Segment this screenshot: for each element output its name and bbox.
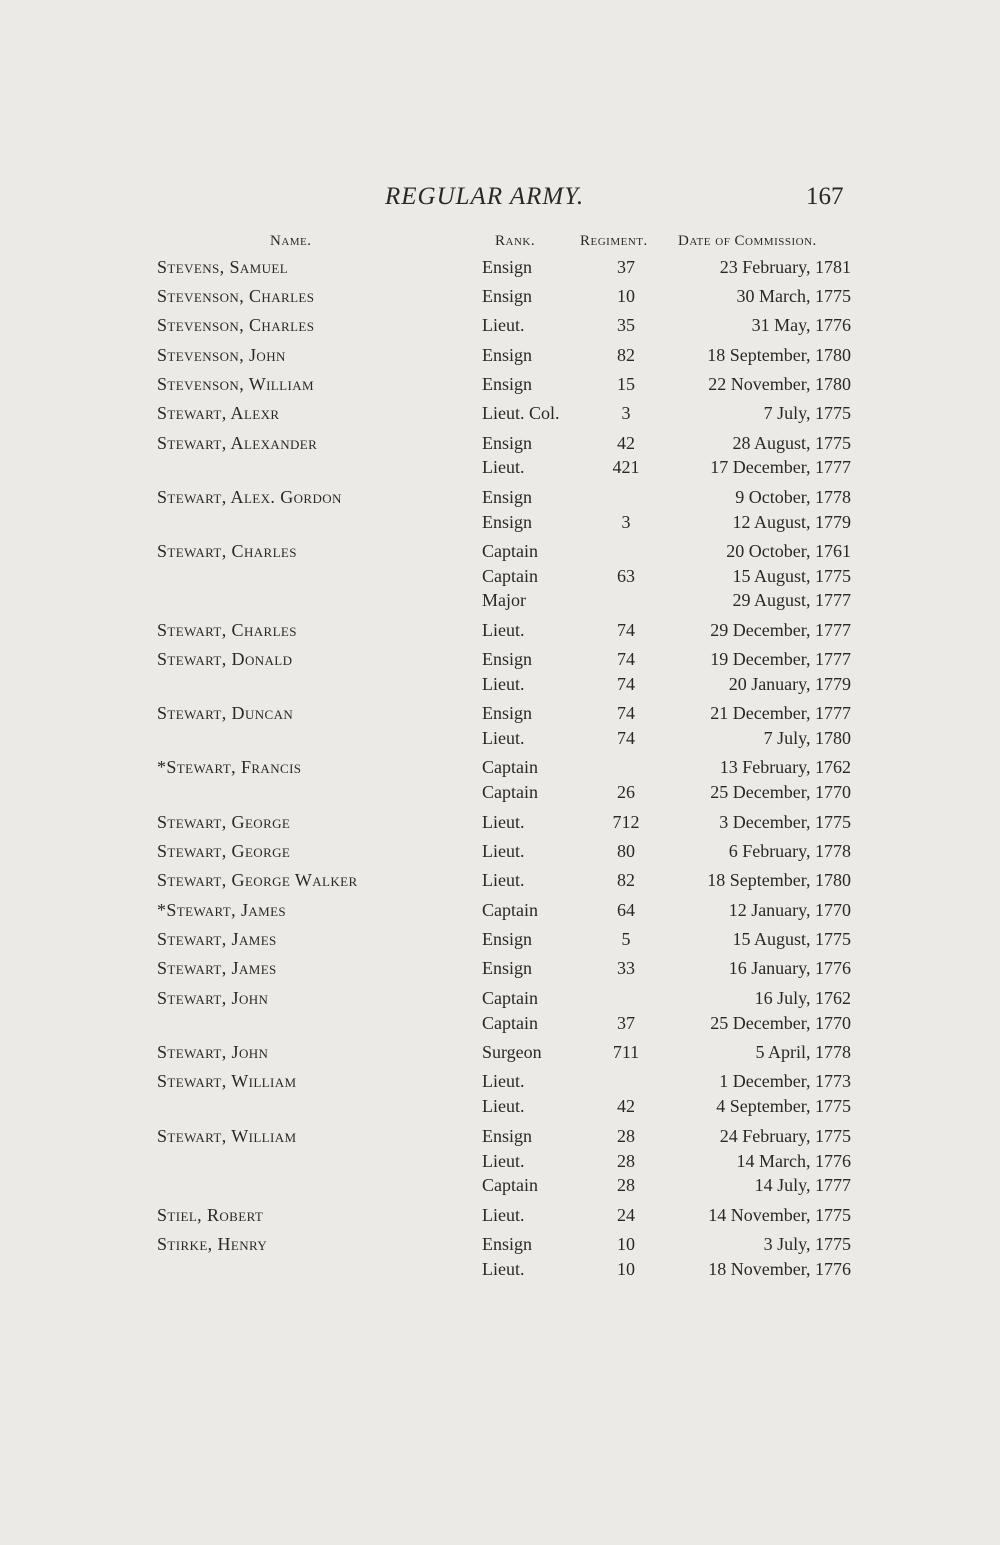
column-header-date: Date of Commission. [678, 233, 817, 249]
regiment-cell: 74 [617, 728, 635, 748]
rank-cell: Captain [482, 541, 538, 561]
rank-cell: Ensign [482, 929, 533, 949]
regiment-cell: 64 [617, 900, 635, 920]
regiment-cell: 24 [617, 1205, 635, 1225]
table-row [0, 374, 1000, 400]
table-row [0, 1042, 1000, 1068]
table-row [0, 1096, 1000, 1122]
rank-cell: Ensign [482, 345, 533, 365]
table-row [0, 1259, 1000, 1285]
officer-name: Stewart, William [157, 1126, 297, 1146]
rank-cell: Captain [482, 757, 538, 777]
rank-cell: Ensign [482, 374, 533, 394]
table-row [0, 1151, 1000, 1177]
commission-date: 9 October, 1778 [735, 487, 851, 507]
officer-name: Stewart, William [157, 1071, 297, 1091]
commission-date: 12 August, 1779 [732, 512, 851, 532]
table-row [0, 841, 1000, 867]
table-row [0, 286, 1000, 312]
rank-cell: Lieut. Col. [482, 403, 560, 423]
rank-cell: Ensign [482, 1126, 533, 1146]
commission-date: 14 November, 1775 [708, 1205, 851, 1225]
table-row [0, 566, 1000, 592]
rank-cell: Ensign [482, 286, 533, 306]
regiment-cell: 421 [612, 457, 640, 477]
table-row [0, 870, 1000, 896]
commission-date: 7 July, 1775 [763, 403, 851, 423]
regiment-cell: 74 [617, 649, 635, 669]
commission-date: 25 December, 1770 [710, 1013, 851, 1033]
regiment-cell: 82 [617, 345, 635, 365]
table-row [0, 512, 1000, 538]
rank-cell: Captain [482, 566, 538, 586]
commission-date: 30 March, 1775 [736, 286, 851, 306]
commission-date: 31 May, 1776 [751, 315, 851, 335]
officer-name: Stewart, Alexr [157, 403, 280, 423]
table-row [0, 433, 1000, 459]
rank-cell: Ensign [482, 433, 533, 453]
rank-cell: Ensign [482, 703, 533, 723]
regiment-cell: 82 [617, 870, 635, 890]
commission-date: 18 September, 1780 [707, 345, 851, 365]
commission-date: 12 January, 1770 [728, 900, 851, 920]
commission-date: 25 December, 1770 [710, 782, 851, 802]
officer-name: Stiel, Robert [157, 1205, 264, 1225]
rank-cell: Surgeon [482, 1042, 542, 1062]
officer-name: Stewart, Alex. Gordon [157, 487, 342, 507]
table-row [0, 988, 1000, 1014]
officer-name: *Stewart, James [157, 900, 287, 920]
regiment-cell: 74 [617, 703, 635, 723]
rank-cell: Lieut. [482, 620, 525, 640]
regiment-cell: 5 [621, 929, 631, 949]
commission-date: 15 August, 1775 [732, 929, 851, 949]
commission-date: 23 February, 1781 [719, 257, 851, 277]
regiment-cell: 63 [617, 566, 635, 586]
regiment-cell: 42 [617, 433, 635, 453]
commission-date: 16 January, 1776 [728, 958, 851, 978]
regiment-cell: 74 [617, 674, 635, 694]
regiment-cell: 28 [617, 1151, 635, 1171]
table-row [0, 728, 1000, 754]
commission-date: 5 April, 1778 [755, 1042, 851, 1062]
regiment-cell: 3 [621, 403, 631, 423]
commission-date: 28 August, 1775 [732, 433, 851, 453]
rank-cell: Ensign [482, 1234, 533, 1254]
regiment-cell: 28 [617, 1126, 635, 1146]
commission-date: 1 December, 1773 [719, 1071, 851, 1091]
table-row [0, 1071, 1000, 1097]
regiment-cell: 80 [617, 841, 635, 861]
commission-date: 3 December, 1775 [719, 812, 851, 832]
regiment-cell: 37 [617, 1013, 635, 1033]
rank-cell: Ensign [482, 257, 533, 277]
rank-cell: Lieut. [482, 1071, 525, 1091]
regiment-cell: 15 [617, 374, 635, 394]
commission-date: 24 February, 1775 [719, 1126, 851, 1146]
commission-date: 19 December, 1777 [710, 649, 851, 669]
officer-name: Stevens, Samuel [157, 257, 289, 277]
officer-name: Stewart, George [157, 812, 291, 832]
rank-cell: Lieut. [482, 870, 525, 890]
officer-name: Stewart, Charles [157, 620, 297, 640]
rank-cell: Captain [482, 988, 538, 1008]
regiment-cell: 10 [617, 1234, 635, 1254]
officer-name: Stevenson, Charles [157, 286, 315, 306]
commission-date: 29 August, 1777 [732, 590, 851, 610]
rank-cell: Ensign [482, 958, 533, 978]
table-row [0, 900, 1000, 926]
commission-date: 14 July, 1777 [754, 1175, 851, 1195]
commission-date: 15 August, 1775 [732, 566, 851, 586]
regiment-cell: 74 [617, 620, 635, 640]
table-row [0, 757, 1000, 783]
rank-cell: Lieut. [482, 315, 525, 335]
rank-cell: Lieut. [482, 728, 525, 748]
officer-name: Stewart, James [157, 929, 277, 949]
page-header [0, 183, 1000, 219]
commission-date: 21 December, 1777 [710, 703, 851, 723]
rank-cell: Captain [482, 782, 538, 802]
commission-date: 3 July, 1775 [763, 1234, 851, 1254]
table-row [0, 620, 1000, 646]
table-row [0, 403, 1000, 429]
officer-name: Stewart, Donald [157, 649, 293, 669]
table-row [0, 1175, 1000, 1201]
table-row [0, 590, 1000, 616]
officer-name: Stevenson, Charles [157, 315, 315, 335]
table-row [0, 315, 1000, 341]
officer-name: Stewart, John [157, 1042, 269, 1062]
officer-name: Stewart, George [157, 841, 291, 861]
table-row [0, 1013, 1000, 1039]
officer-name: Stewart, John [157, 988, 269, 1008]
rank-cell: Major [482, 590, 526, 610]
commission-date: 17 December, 1777 [710, 457, 851, 477]
table-row [0, 674, 1000, 700]
table-row [0, 257, 1000, 283]
officer-name: Stewart, Charles [157, 541, 297, 561]
rank-cell: Lieut. [482, 1151, 525, 1171]
regiment-cell: 26 [617, 782, 635, 802]
commission-date: 20 January, 1779 [728, 674, 851, 694]
table-row [0, 345, 1000, 371]
commission-date: 4 September, 1775 [716, 1096, 851, 1116]
rank-cell: Lieut. [482, 1259, 525, 1279]
table-row [0, 541, 1000, 567]
regiment-cell: 10 [617, 286, 635, 306]
officer-name: Stewart, George Walker [157, 870, 358, 890]
table-row [0, 703, 1000, 729]
commission-date: 7 July, 1780 [763, 728, 851, 748]
column-header-regiment: Regiment. [580, 233, 648, 249]
regiment-cell: 28 [617, 1175, 635, 1195]
rank-cell: Lieut. [482, 674, 525, 694]
regiment-cell: 37 [617, 257, 635, 277]
officer-name: Stewart, Duncan [157, 703, 294, 723]
commission-date: 20 October, 1761 [726, 541, 851, 561]
table-row [0, 929, 1000, 955]
officer-name: Stewart, James [157, 958, 277, 978]
table-row [0, 649, 1000, 675]
table-row [0, 1126, 1000, 1152]
regiment-cell: 35 [617, 315, 635, 335]
commission-date: 14 March, 1776 [736, 1151, 851, 1171]
table-row [0, 1205, 1000, 1231]
officer-name: Stewart, Alexander [157, 433, 318, 453]
table-row [0, 812, 1000, 838]
rank-cell: Ensign [482, 649, 533, 669]
rank-cell: Lieut. [482, 812, 525, 832]
rank-cell: Captain [482, 1013, 538, 1033]
rank-cell: Lieut. [482, 1205, 525, 1225]
regiment-cell: 33 [617, 958, 635, 978]
officer-name: Stirke, Henry [157, 1234, 268, 1254]
regiment-cell: 711 [612, 1042, 640, 1062]
table-row [0, 958, 1000, 984]
regiment-cell: 712 [612, 812, 640, 832]
page-title: REGULAR ARMY. [385, 183, 585, 210]
rank-cell: Lieut. [482, 841, 525, 861]
rank-cell: Lieut. [482, 457, 525, 477]
officer-name: Stevenson, John [157, 345, 286, 365]
commission-date: 13 February, 1762 [719, 757, 851, 777]
regiment-cell: 42 [617, 1096, 635, 1116]
column-header-rank: Rank. [495, 233, 536, 249]
commission-date: 22 November, 1780 [708, 374, 851, 394]
table-row [0, 487, 1000, 513]
commission-date: 16 July, 1762 [754, 988, 851, 1008]
commission-date: 6 February, 1778 [728, 841, 851, 861]
officer-name: *Stewart, Francis [157, 757, 302, 777]
rank-cell: Captain [482, 900, 538, 920]
rank-cell: Ensign [482, 512, 533, 532]
table-row [0, 457, 1000, 483]
commission-date: 18 September, 1780 [707, 870, 851, 890]
rank-cell: Ensign [482, 487, 533, 507]
table-row [0, 1234, 1000, 1260]
regiment-cell: 10 [617, 1259, 635, 1279]
regiment-cell: 3 [621, 512, 631, 532]
rank-cell: Lieut. [482, 1096, 525, 1116]
page-number: 167 [806, 183, 844, 210]
table-row [0, 782, 1000, 808]
commission-date: 18 November, 1776 [708, 1259, 851, 1279]
commission-date: 29 December, 1777 [710, 620, 851, 640]
officer-name: Stevenson, William [157, 374, 314, 394]
rank-cell: Captain [482, 1175, 538, 1195]
column-header-name: Name. [270, 233, 312, 249]
